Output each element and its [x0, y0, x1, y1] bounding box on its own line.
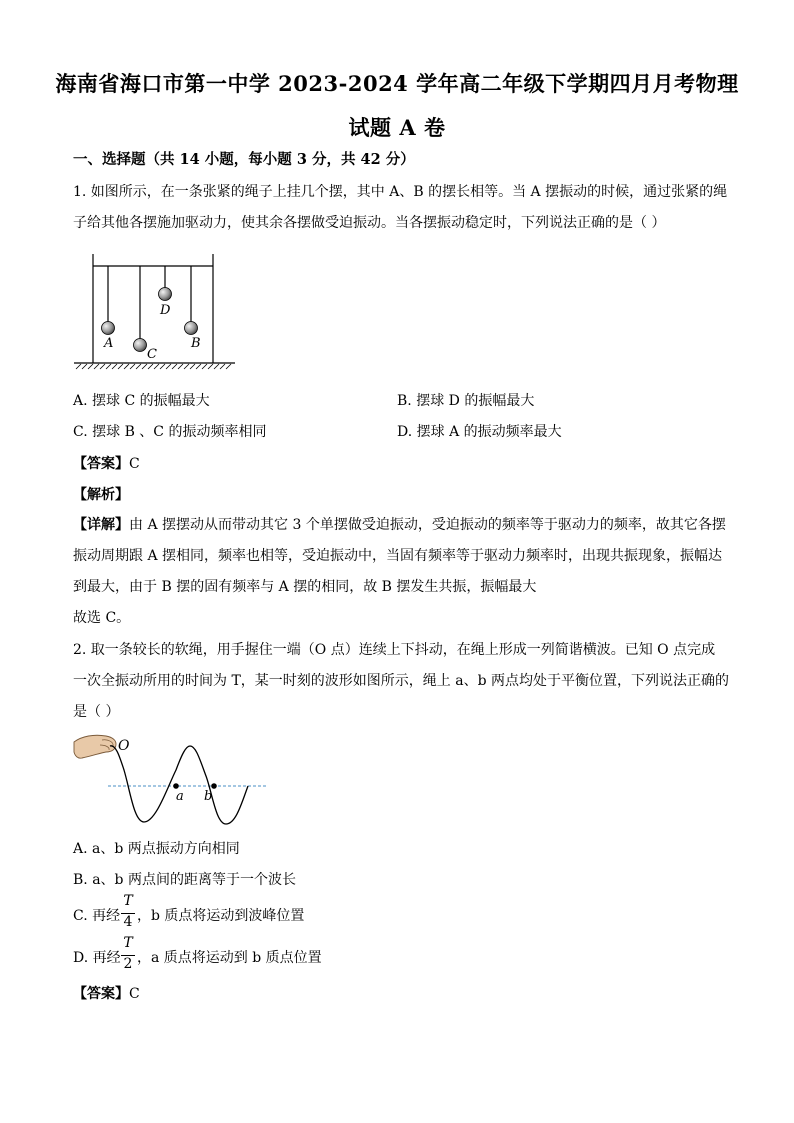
q1-stem-line1: 1. 如图所示，在一条张紧的绳子上挂几个摆，其中 A、B 的摆长相等。当 A 摆振动的时候，通过张紧的绳	[73, 184, 728, 200]
q2-option-b: B. a、b 两点间的距离等于一个波长	[73, 872, 296, 888]
label-b: B	[191, 336, 201, 351]
q2-stem-line3: 是（ ）	[73, 704, 120, 720]
q2-stem-line2: 一次全振动所用的时间为 T，某一时刻的波形如图所示，绳上 a、b 两点均处于平衡位置，下列说法正确的	[73, 673, 729, 689]
pendulum-figure	[70, 248, 240, 372]
point-b	[211, 783, 217, 789]
q2-option-c-prefix: C. 再经	[73, 908, 121, 924]
label-d: D	[160, 303, 171, 318]
ball-d	[159, 288, 172, 301]
section-heading: 一、选择题（共 14 小题，每小题 3 分，共 42 分）	[73, 151, 415, 168]
q1-answer-value: C	[129, 456, 140, 472]
q1-stem-line2: 子给其他各摆施加驱动力，使其余各摆做受迫振动。当各摆振动稳定时，下列说法正确的是（ ）	[73, 215, 666, 231]
q2-answer-tag: 【答案】	[73, 986, 129, 1002]
hand-icon	[74, 735, 116, 758]
q1-option-d: D. 摆球 A 的振动频率最大	[397, 424, 562, 440]
q2-answer	[73, 983, 140, 1003]
point-a	[173, 783, 179, 789]
q2-option-c-denominator: 4	[123, 914, 133, 930]
ground-hatching	[76, 364, 231, 369]
label-point-b: b	[204, 789, 213, 804]
wave-figure	[72, 730, 272, 830]
ball-c	[134, 339, 147, 352]
exam-title-line1: 海南省海口市第一中学 2023-2024 学年高二年级下学期四月月考物理	[55, 71, 739, 96]
label-a: A	[104, 336, 114, 351]
q2-option-d-denominator: 2	[123, 956, 133, 972]
q1-detail-tag: 【详解】	[73, 517, 129, 533]
q2-option-d-prefix: D. 再经	[73, 950, 121, 966]
q2-answer-value: C	[129, 986, 140, 1002]
q2-option-a: A. a、b 两点振动方向相同	[73, 841, 240, 857]
label-point-a: a	[176, 789, 184, 804]
q1-answer	[73, 453, 140, 473]
q1-option-c: C. 摆球 B 、C 的振动频率相同	[73, 424, 267, 440]
exam-title-line2: 试题 A 卷	[348, 115, 446, 140]
q1-detail-line3: 到最大，由于 B 摆的固有频率与 A 摆的相同，故 B 摆发生共振，振幅最大	[73, 579, 537, 595]
q1-detail-line2: 振动周期跟 A 摆相同，频率也相等，受迫振动中，当固有频率等于驱动力频率时，出现共振现象，振幅达	[73, 548, 723, 564]
ball-a	[102, 322, 115, 335]
label-c: C	[147, 347, 157, 362]
q2-option-c-suffix: ，b 质点将运动到波峰位置	[137, 908, 305, 924]
q2-stem-line1: 2. 取一条较长的软绳，用手握住一端（O 点）连续上下抖动，在绳上形成一列简谐横波。已知 O 点完成	[73, 642, 716, 658]
q1-answer-tag: 【答案】	[73, 456, 129, 472]
wave-curve	[110, 746, 248, 824]
q1-option-a: A. 摆球 C 的振幅最大	[73, 393, 210, 409]
q1-detail-line1	[73, 515, 733, 535]
q2-option-c-numerator: T	[123, 893, 133, 909]
q2-option-d-numerator: T	[123, 935, 133, 951]
ball-b	[185, 322, 198, 335]
label-o: O	[118, 738, 130, 754]
q1-analysis-tag: 【解析】	[73, 487, 129, 503]
q1-option-b: B. 摆球 D 的振幅最大	[397, 393, 535, 409]
q2-option-d-suffix: ，a 质点将运动到 b 质点位置	[137, 950, 322, 966]
q1-conclusion: 故选 C。	[73, 610, 131, 626]
q1-detail-text1: 由 A 摆摆动从而带动其它 3 个单摆做受迫振动，受迫振动的频率等于驱动力的频率，故其它各摆	[129, 517, 726, 533]
